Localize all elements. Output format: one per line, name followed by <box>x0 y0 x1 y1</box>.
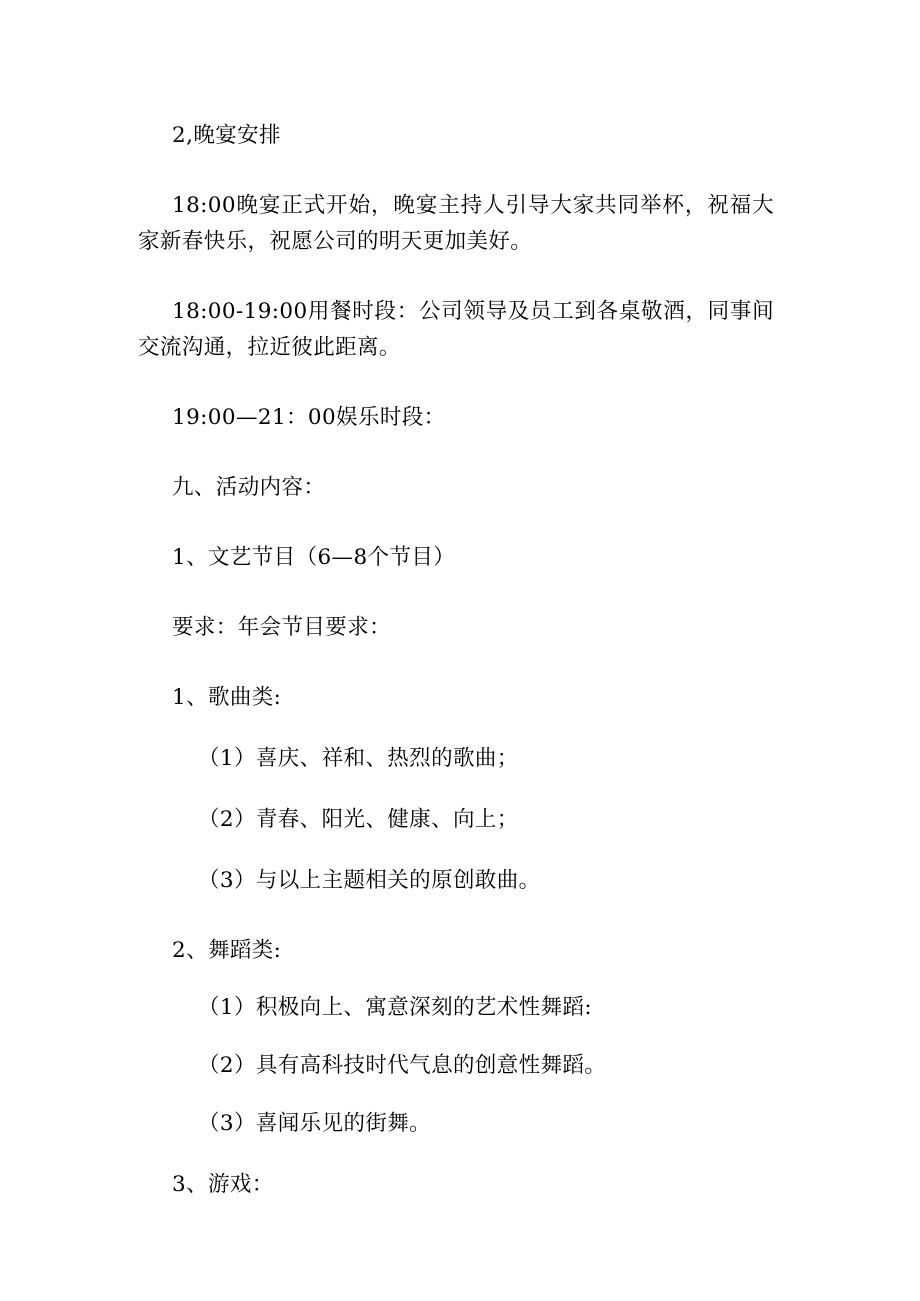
paragraph-dinner-arrangement-heading: 2,晚宴安排 <box>172 122 281 148</box>
heading-song-category: 1、歌曲类: <box>172 684 282 710</box>
paragraph-dinner-start: 18:00晚宴正式开始，晚宴主持人引导大家共同举杯，祝福大家新春快乐，祝愿公司的明天更加美好。 <box>138 192 774 254</box>
heading-activity-content: 九、活动内容： <box>172 474 326 500</box>
document-body <box>138 96 774 1203</box>
list-item-dance-3: （3）喜闻乐见的街舞。 <box>198 1111 432 1136</box>
list-item-dance-1: （1）积极向上、寓意深刻的艺术性舞蹈: <box>198 995 593 1020</box>
paragraph-art-programs: 1、文艺节目（6—8个节目） <box>172 544 456 570</box>
paragraph-program-requirements: 要求：年会节目要求： <box>172 614 392 640</box>
paragraph-entertainment-period: 19:00—21：00娱乐时段： <box>172 404 446 430</box>
list-item-dance-2: （2）具有高科技时代气息的创意性舞蹈。 <box>198 1053 607 1078</box>
heading-games: 3、游戏： <box>172 1172 274 1197</box>
list-item-song-1: （1）喜庆、祥和、热烈的歌曲； <box>198 745 519 771</box>
list-item-song-2: （2）青春、阳光、健康、向上； <box>198 806 519 832</box>
heading-dance-category: 2、舞蹈类: <box>172 937 282 963</box>
paragraph-dining-period: 18:00-19:00用餐时段：公司领导及员工到各桌敬酒，同事间交流沟通，拉近彼此距离。 <box>138 298 774 360</box>
list-item-song-3: （3）与以上主题相关的原创敢曲。 <box>198 867 541 893</box>
